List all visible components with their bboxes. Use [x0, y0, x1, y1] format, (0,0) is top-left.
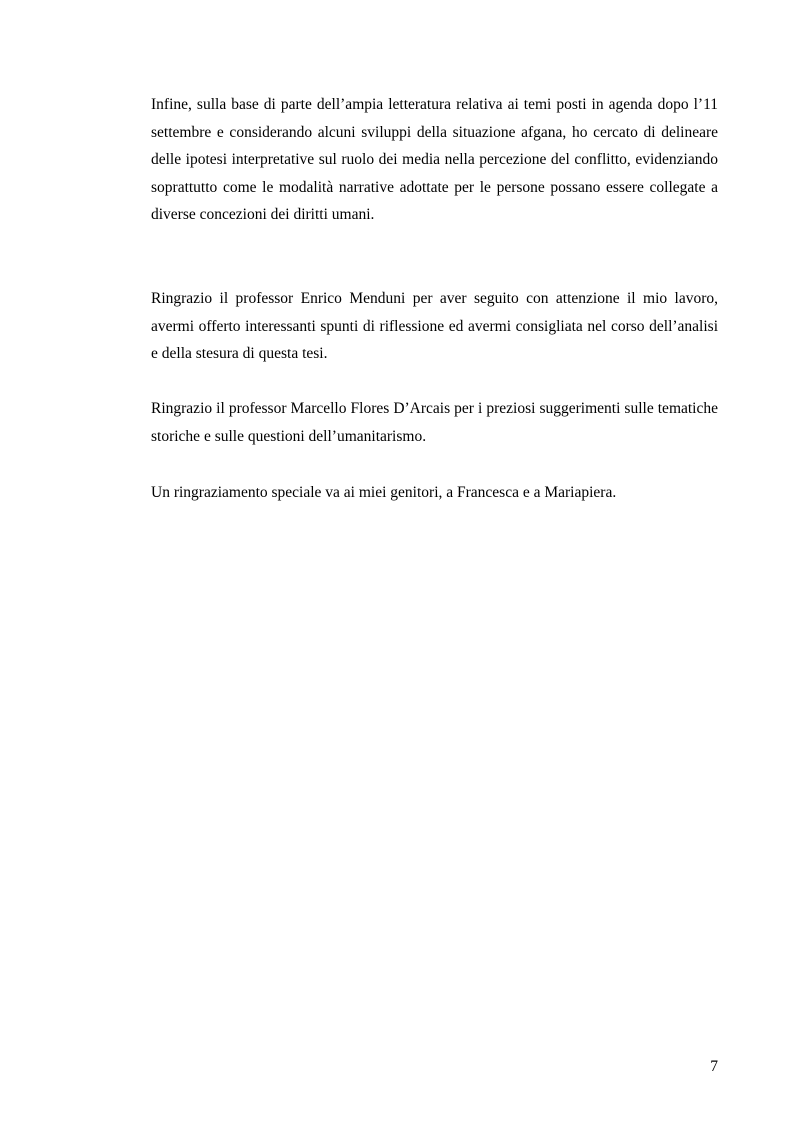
paragraph-conclusion: Infine, sulla base di parte dell’ampia letteratura relativa ai temi posti in agenda dopo l’11 settembre e considerando alcuni sviluppi della situazione afgana, ho cercato di delineare delle ipotesi interpretative sul ruolo dei media nella percezione del conflitto, evidenziando soprattutto come le modalità narrative adottate per le persone possano essere collegate a diverse concezioni dei diritti umani.: [151, 96, 718, 223]
paragraph-thanks-family: Un ringraziamento speciale va ai miei genitori, a Francesca e a Mariapiera.: [151, 484, 617, 501]
page-number: 7: [710, 1058, 718, 1075]
paragraph-thanks-menduni: Ringrazio il professor Enrico Menduni per aver seguito con attenzione il mio lavoro, avermi offerto interessanti spunti di riflessione ed avermi consigliata nel corso dell’analisi e della stesura di questa tesi.: [151, 290, 718, 362]
paragraph-thanks-flores: Ringrazio il professor Marcello Flores D’Arcais per i preziosi suggerimenti sulle tematiche storiche e sulle questioni dell’umanitarismo.: [151, 400, 718, 445]
